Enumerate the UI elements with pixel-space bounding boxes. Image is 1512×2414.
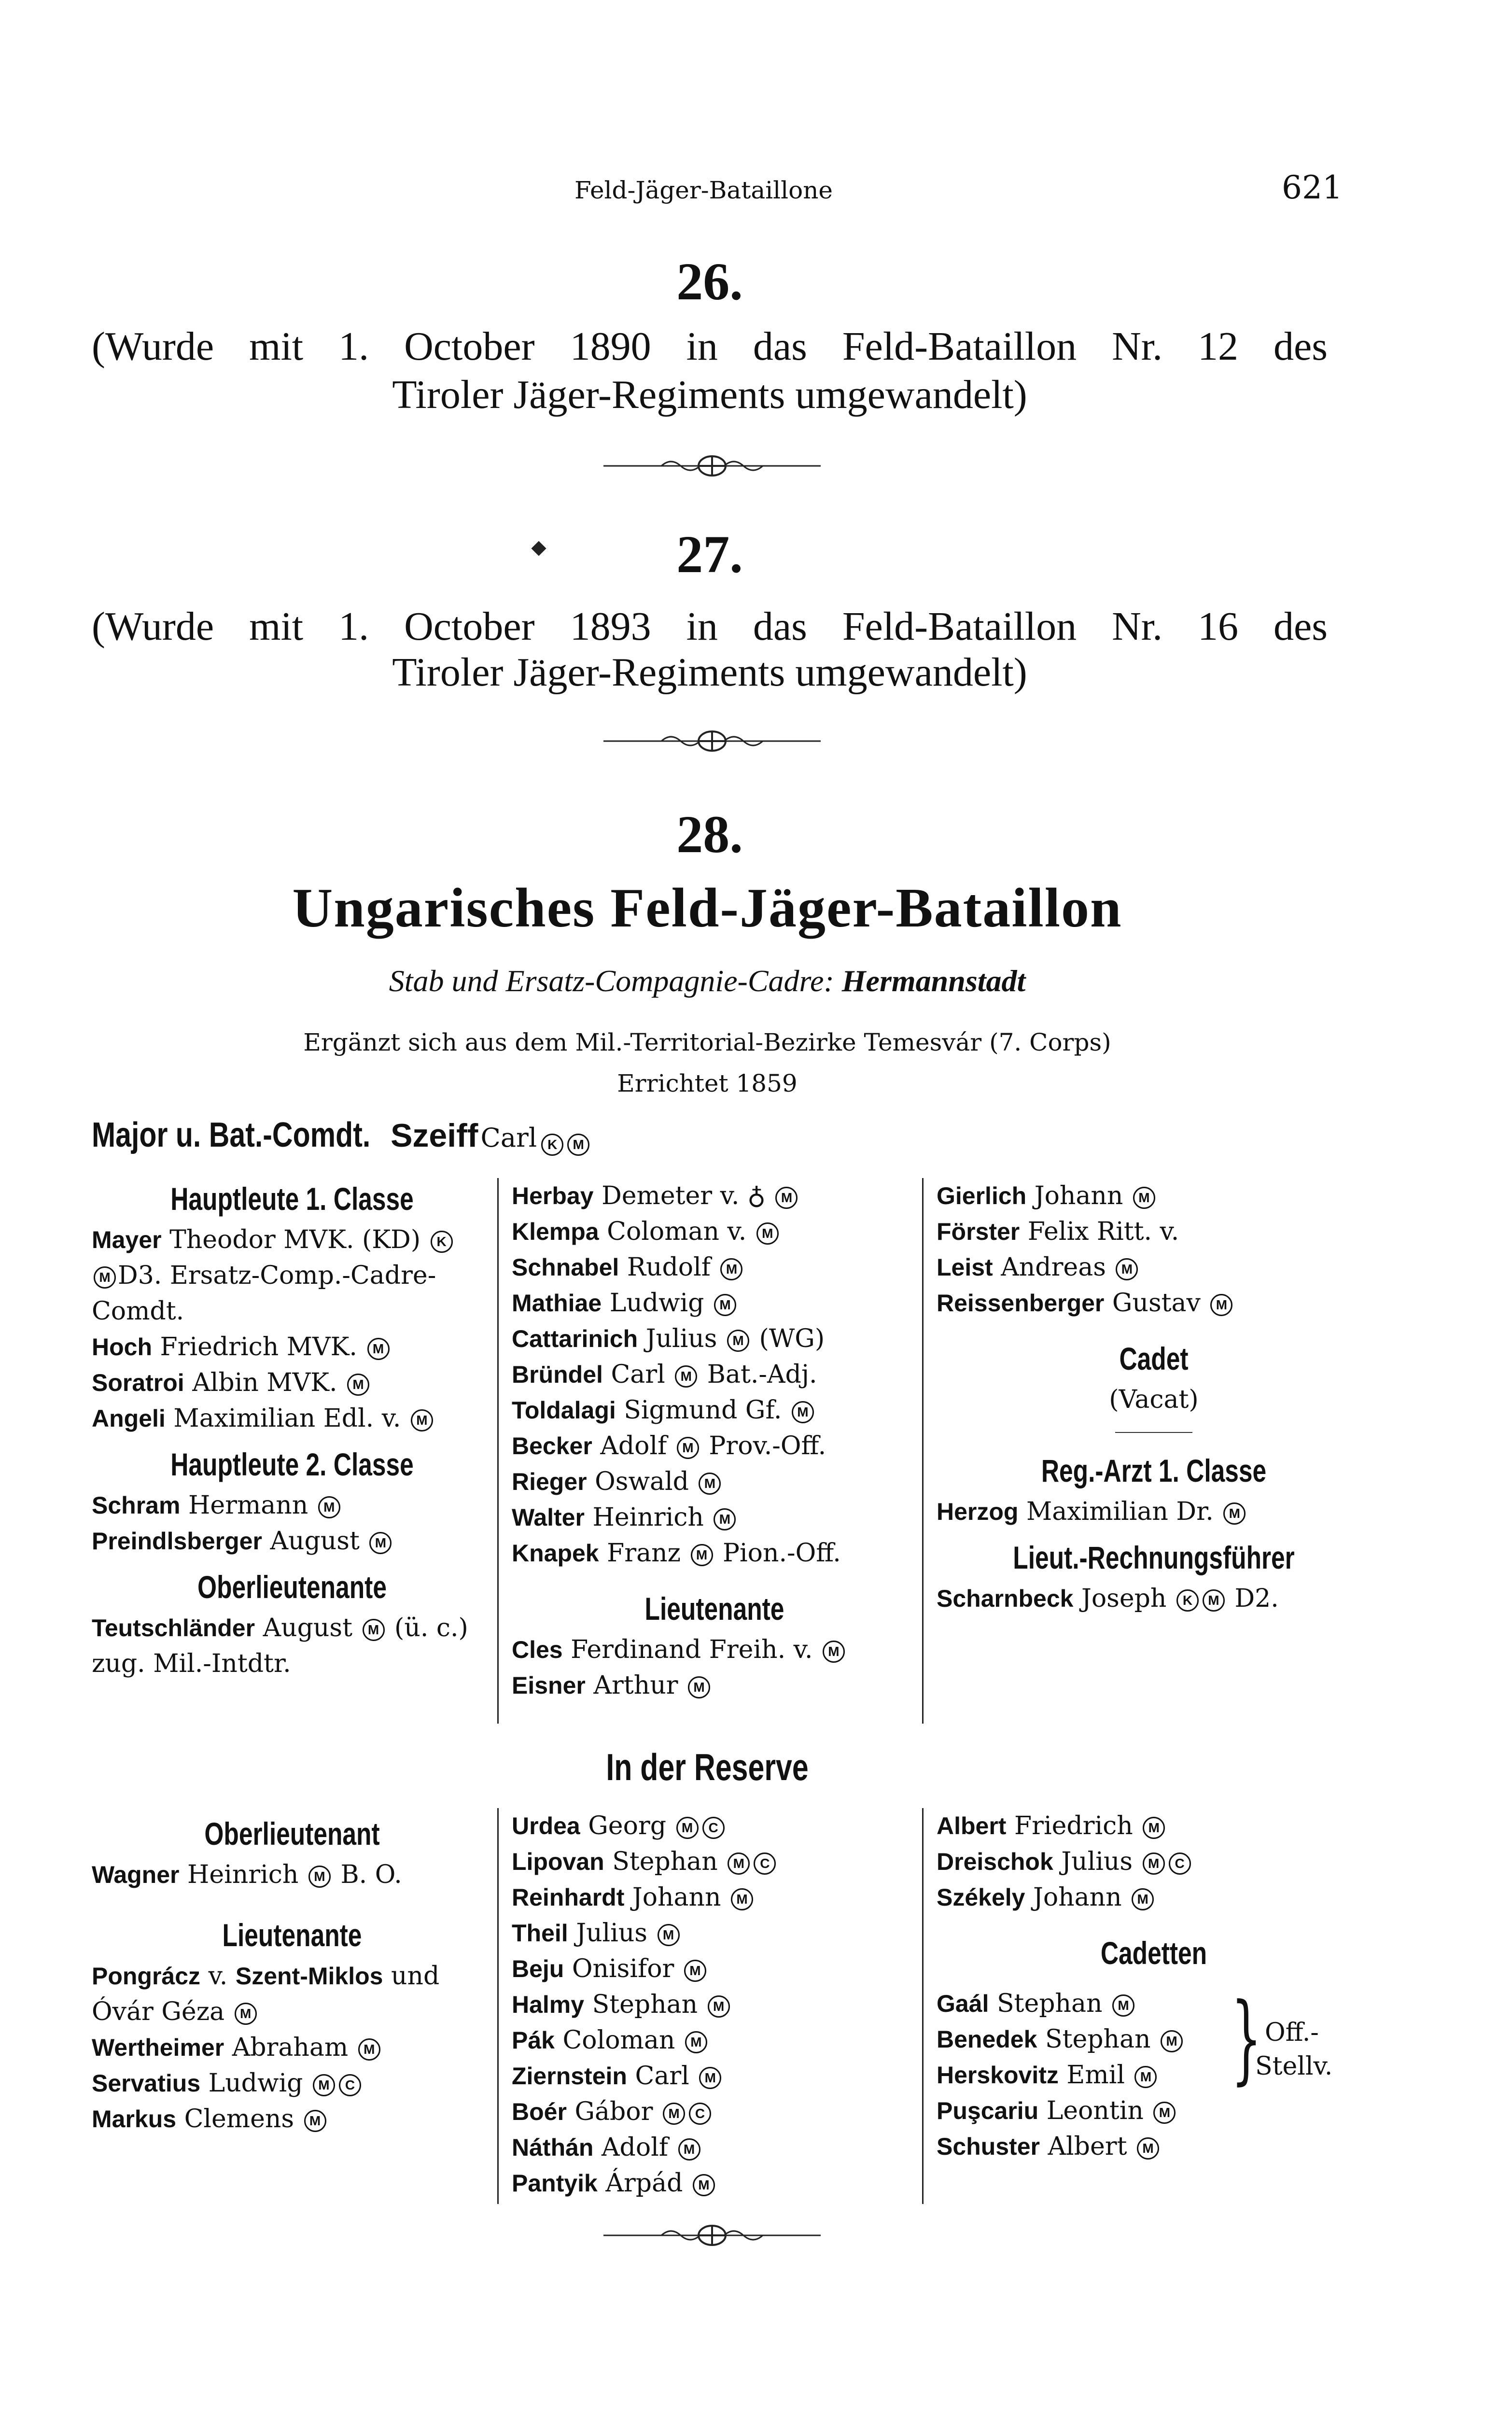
order-symbol: ♁ [747,1181,766,1210]
badge-m: M [367,1338,390,1360]
entry-surname: Cles [512,1636,563,1663]
badge-m: M [347,1374,369,1396]
entry-surname: Angeli [92,1405,166,1432]
entry-surname: Toldalagi [512,1397,616,1424]
badge-m: M [699,2067,721,2089]
rechnungsfuehrer-heading: Lieut.-Rechnungsführer [1013,1540,1295,1575]
running-header: Feld-Jäger-Bataillone [574,176,833,204]
entry-surname: Wertheimer [92,2034,224,2061]
entry-given: Ludwig [208,2069,303,2098]
entry-given: Johann [632,1883,721,1912]
roster-entry [512,1214,917,1249]
entry-given: Albert [1048,2132,1127,2161]
badge-m: M [235,2003,257,2025]
badge-m: M [714,1294,736,1316]
entry-surname: Ziernstein [512,2063,627,2090]
roster-entry [937,1285,1371,1321]
entry-given: Stephan [996,1989,1103,2018]
entry-surname: Gaál [937,1990,989,2017]
badge-m: M [313,2074,335,2096]
badge-m: M [699,1473,721,1495]
roster-entry [937,1178,1371,1214]
major-given: Carl [480,1123,537,1153]
entry-note: Bat.-Adj. [707,1360,817,1389]
cadetten-heading: Cadetten [1100,1935,1207,1971]
badge-m: M [318,1496,340,1518]
battalion-title: Ungarisches Feld-Jäger-Bataillon [292,877,1122,939]
entry-surname: Szent-Miklos [235,1963,383,1990]
badge-m: M [775,1187,798,1209]
roster-entry [937,2093,1371,2129]
section-26-number: 26. [676,252,743,311]
badge-m: M [677,1437,699,1459]
brace-note-1: Off.- [1265,2018,1319,2047]
roster-entry [92,1646,492,1682]
badge-m: M [708,1995,730,2018]
section-26-note-line-2: Tiroler Jäger-Regiments umgewandelt) [392,372,1027,417]
entry-note: und [391,1962,440,1991]
reserve-column-1 [92,1815,492,2137]
section-26-note-line-1: (Wurde mit 1. October 1890 in das Feld-Bataillon Nr. 12 des [92,324,1328,369]
lieutenante-heading: Lieutenante [644,1591,784,1627]
badge-m: M [731,1888,753,1910]
short-rule [1115,1432,1192,1433]
badge-c: C [689,2103,711,2125]
roster-entry [512,1915,917,1951]
entry-given: Johann [1034,1181,1123,1210]
reserve-column-2 [512,1808,917,2201]
roster-entry [92,1994,492,2030]
ornament-divider [603,451,821,480]
entry-given: August [263,1614,352,1642]
badge-m: M [1116,1258,1138,1280]
entry-given: zug. Mil.-Intdtr. [92,1649,291,1678]
badge-c: C [754,1853,776,1875]
column-divider [497,1808,499,2204]
entry-surname: Mathiae [512,1290,602,1317]
entry-surname: Halmy [512,1991,585,2018]
entry-given: Julius [576,1919,647,1948]
section-27-number: 27. [676,525,743,584]
entry-given: Julius [1061,1847,1133,1876]
column-1 [92,1180,492,1682]
roster-entry [937,1494,1371,1530]
entry-given: Stephan [1045,2025,1151,2054]
entry-given: Theodor MVK. (KD) [169,1225,421,1254]
entry-given: Ludwig [609,1289,704,1318]
entry-given: Onisifor [572,1954,674,1983]
roster-entry [512,1285,917,1321]
badge-m: M [94,1266,116,1289]
entry-surname: Náthán [512,2134,594,2161]
badge-m: M [1132,1888,1154,1910]
entry-surname: Leist [937,1254,993,1281]
entry-surname: Cattarinich [512,1325,638,1352]
badge-m: M [663,2103,685,2125]
entry-given: Óvár Géza [92,1997,225,2026]
entry-given: Andreas [1001,1253,1106,1282]
badge-m: M [369,1532,392,1554]
entry-surname: Dreischok [937,1848,1053,1875]
entry-surname: Puşcariu [937,2097,1039,2124]
entry-surname: Herzog [937,1498,1019,1525]
badge-m: M [1161,2030,1183,2052]
entry-surname: Reinhardt [512,1884,625,1911]
section-27-note-line-2: Tiroler Jäger-Regiments umgewandelt) [392,650,1027,695]
badge-m: M [1210,1294,1232,1316]
entry-surname: Székely [937,1884,1025,1911]
badge-m: M [688,1676,710,1698]
badge-m: M [823,1641,845,1663]
entry-surname: Lipovan [512,1848,604,1875]
roster-entry [92,1222,492,1258]
brace-note-2: Stellv. [1255,2052,1333,2081]
entry-note: (WG) [759,1324,825,1353]
entry-surname: Boér [512,2098,567,2125]
entry-given: Franz [607,1539,681,1568]
roster-entry [937,1249,1371,1285]
roster-entry [512,1392,917,1428]
entry-given: Árpád [605,2169,683,2198]
entry-surname: Förster [937,1218,1020,1245]
entry-given: Stephan [592,1990,698,2019]
badge-m: M [411,1409,433,1432]
roster-entry [512,1668,917,1703]
roster-entry [937,1880,1371,1915]
entry-given: Carl [635,2062,689,2091]
entry-given: Coloman v. [607,1217,747,1246]
entry-note: Prov.-Off. [709,1432,826,1460]
entry-surname: Becker [512,1432,592,1460]
roster-entry [937,2129,1371,2164]
entry-given: Maximilian Edl. v. [173,1404,401,1433]
entry-given: Albin MVK. [192,1368,337,1397]
entry-surname: Klempa [512,1218,599,1245]
badge-m: M [658,1924,680,1946]
entry-given: Heinrich [592,1503,704,1532]
badge-m: M [363,1619,385,1641]
column-divider [497,1178,499,1724]
entry-given: D3. Ersatz-Comp.-Cadre- [118,1261,436,1290]
entry-surname: Herskovitz [937,2062,1059,2089]
roster-entry [512,1951,917,1987]
badge-c: C [1169,1853,1191,1875]
badge-m: M [1133,1187,1155,1209]
roster-entry [92,1610,492,1646]
badge-m: M [1112,1994,1134,2017]
entry-surname: Servatius [92,2070,201,2097]
badge-k: K [431,1231,453,1253]
badge-m: M [1143,1817,1165,1839]
entry-surname: Hoch [92,1333,152,1361]
major-line [92,1115,591,1156]
badge-m: M [685,2031,707,2053]
badge-m: M [1137,2137,1159,2160]
badge-m: M [1223,1502,1246,1525]
badge-m: M [714,1508,736,1530]
roster-entry [512,1632,917,1668]
roster-entry [512,1844,917,1880]
hauptleute-1-heading: Hauptleute 1. Classe [170,1181,414,1217]
badge-m: M [756,1222,779,1245]
entry-given: Heinrich [187,1860,299,1889]
badge-c: C [702,1817,725,1839]
entry-surname: Schuster [937,2133,1040,2160]
badge-m: M [693,2174,715,2196]
badge-m: M [684,1960,706,1982]
entry-surname: Pongrácz [92,1963,201,1990]
badge-k: K [1176,1589,1199,1612]
roster-entry [512,1808,917,1844]
roster-entry [937,1581,1371,1616]
roster-entry [937,1214,1371,1249]
entry-given: Friedrich MVK. [160,1333,357,1361]
roster-entry [512,1500,917,1535]
entry-given: Stephan [612,1847,718,1876]
section-28-number: 28. [676,805,743,864]
entry-given: Gábor [574,2097,653,2126]
brace: } [1231,1982,1262,2095]
roster-entry [937,1808,1371,1844]
entry-surname: Eisner [512,1672,586,1699]
entry-given: Coloman [562,2026,675,2055]
roster-entry [512,1321,917,1357]
roster-entry [512,2165,917,2201]
battalion-subtitle [145,963,1270,999]
entry-given: Ferdinand Freih. v. [571,1635,813,1664]
roster-entry [92,2030,492,2065]
entry-given: Adolf [600,1432,667,1460]
entry-given: Georg [588,1811,667,1840]
subtitle-prefix: Stab und Ersatz-Compagnie-Cadre: [389,964,842,998]
entry-given: Rudolf [627,1253,711,1282]
roster-entry [92,2101,492,2137]
badge-m: M [308,1866,331,1888]
supplement-line: Ergänzt sich aus dem Mil.-Territorial-Bezirke Temesvár (7. Corps) [303,1028,1111,1056]
cadet-heading: Cadet [1119,1341,1189,1376]
roster-entry [512,1535,917,1571]
entry-surname: Theil [512,1920,568,1947]
column-divider [922,1178,924,1724]
badge-m: M [304,2110,326,2132]
roster-entry [92,2065,492,2101]
entry-given: Demeter v. [602,1181,740,1210]
entry-given: Oswald [595,1467,689,1496]
entry-surname: Reissenberger [937,1290,1105,1317]
reserve-lieutenante-heading: Lieutenante [222,1917,362,1953]
badge-m: M [567,1134,589,1156]
column-3 [937,1178,1371,1616]
entry-surname: Markus [92,2105,177,2133]
entry-note: B. O. [340,1860,402,1889]
entry-surname: Pák [512,2027,555,2054]
ornament-divider [603,2221,821,2250]
roster-entry [512,2058,917,2094]
entry-given: Emil [1066,2061,1125,2090]
entry-surname: Teutschländer [92,1614,255,1642]
roster-entry [512,1249,917,1285]
page-number: 621 [1282,169,1343,206]
entry-given: Maximilian Dr. [1026,1497,1214,1526]
cadet-vacat: (Vacat) [1109,1385,1199,1414]
entry-given: Johann [1033,1883,1122,1912]
entry-given: Abraham [232,2033,349,2062]
entry-given: Comdt. [92,1297,184,1326]
roster-entry [92,1365,492,1401]
entry-surname: Gierlich [937,1182,1027,1209]
badge-m: M [678,2138,700,2161]
roster-entry [92,1488,492,1523]
roster-entry [92,1958,492,1994]
column-divider [922,1808,924,2204]
entry-given: Felix Ritt. v. [1027,1217,1179,1246]
entry-surname: Pantyik [512,2170,598,2197]
roster-entry [512,2094,917,2130]
entry-given: Leontin [1046,2096,1144,2125]
roster-entry [512,1357,917,1392]
badge-m: M [691,1544,713,1566]
entry-given: Carl [611,1360,665,1389]
badge-m: M [727,1330,749,1352]
entry-given: Arthur [593,1671,678,1700]
entry-surname: Benedek [937,2026,1037,2053]
entry-given: Clemens [184,2105,294,2133]
ornament-divider [603,727,821,756]
major-label: Major u. Bat.-Comdt. [92,1116,371,1154]
roster-entry [512,1464,917,1500]
entry-given: v. [208,1962,228,1991]
ink-mark [531,541,546,556]
entry-surname: Rieger [512,1468,587,1495]
entry-surname: Knapek [512,1540,599,1567]
badge-c: C [339,2074,361,2096]
entry-note: (ü. c.) [394,1614,468,1642]
entry-surname: Wagner [92,1861,180,1888]
roster-entry [92,1293,492,1329]
reg-arzt-heading: Reg.-Arzt 1. Classe [1041,1453,1267,1488]
hauptleute-2-heading: Hauptleute 2. Classe [170,1446,414,1482]
entry-given: Sigmund Gf. [624,1396,782,1425]
roster-entry [512,2130,917,2165]
subtitle-place: Hermannstadt [841,964,1026,998]
roster-entry [512,1987,917,2022]
entry-given: Adolf [602,2133,669,2162]
roster-entry [92,1329,492,1365]
roster-entry [512,1880,917,1915]
entry-given: Gustav [1112,1289,1201,1318]
roster-entry [512,1428,917,1464]
entry-note: Pion.-Off. [723,1539,841,1568]
reserve-heading: In der Reserve [606,1746,809,1788]
entry-surname: Soratroi [92,1369,184,1396]
badge-m: M [676,1817,699,1839]
roster-entry [92,1857,492,1893]
section-27-note-line-1: (Wurde mit 1. October 1893 in das Feld-Bataillon Nr. 16 des [92,604,1328,649]
badge-k: K [541,1134,563,1156]
badge-m: M [1203,1589,1225,1612]
roster-entry [92,1523,492,1559]
entry-surname: Scharnbeck [937,1585,1074,1612]
entry-surname: Schnabel [512,1254,619,1281]
entry-note: D2. [1234,1584,1279,1613]
badge-m: M [1143,1853,1165,1875]
column-2 [512,1178,917,1703]
entry-given: Friedrich [1014,1811,1133,1840]
badge-m: M [1134,2066,1157,2088]
badge-m: M [792,1401,814,1423]
roster-entry [92,1258,492,1293]
entry-given: August [270,1527,360,1556]
oberlieutenante-heading: Oberlieutenante [197,1569,387,1605]
entry-surname: Beju [512,1955,564,1982]
reserve-oberlieutenant-heading: Oberlieutenant [204,1816,380,1852]
badge-m: M [675,1365,697,1388]
entry-given: Joseph [1081,1584,1167,1613]
badge-m: M [1153,2102,1176,2124]
badge-m: M [728,1853,750,1875]
entry-surname: Walter [512,1504,585,1531]
entry-surname: Urdea [512,1812,580,1839]
entry-given: Julius [645,1324,717,1353]
founded-line: Errichtet 1859 [617,1069,798,1097]
major-surname: Szeiff [391,1117,478,1154]
entry-surname: Schram [92,1492,181,1519]
entry-surname: Albert [937,1812,1007,1839]
cadetten-list [937,1982,1371,2164]
roster-entry [92,1401,492,1436]
reserve-column-3 [937,1808,1371,2164]
entry-surname: Herbay [512,1182,594,1209]
badge-m: M [720,1258,742,1280]
entry-surname: Preindlsberger [92,1528,262,1555]
roster-entry [512,1178,917,1214]
roster-entry [937,1844,1371,1880]
roster-entry [512,2022,917,2058]
entry-surname: Bründel [512,1361,603,1388]
entry-given: Hermann [188,1491,308,1520]
badge-m: M [358,2038,380,2061]
entry-surname: Mayer [92,1226,162,1253]
